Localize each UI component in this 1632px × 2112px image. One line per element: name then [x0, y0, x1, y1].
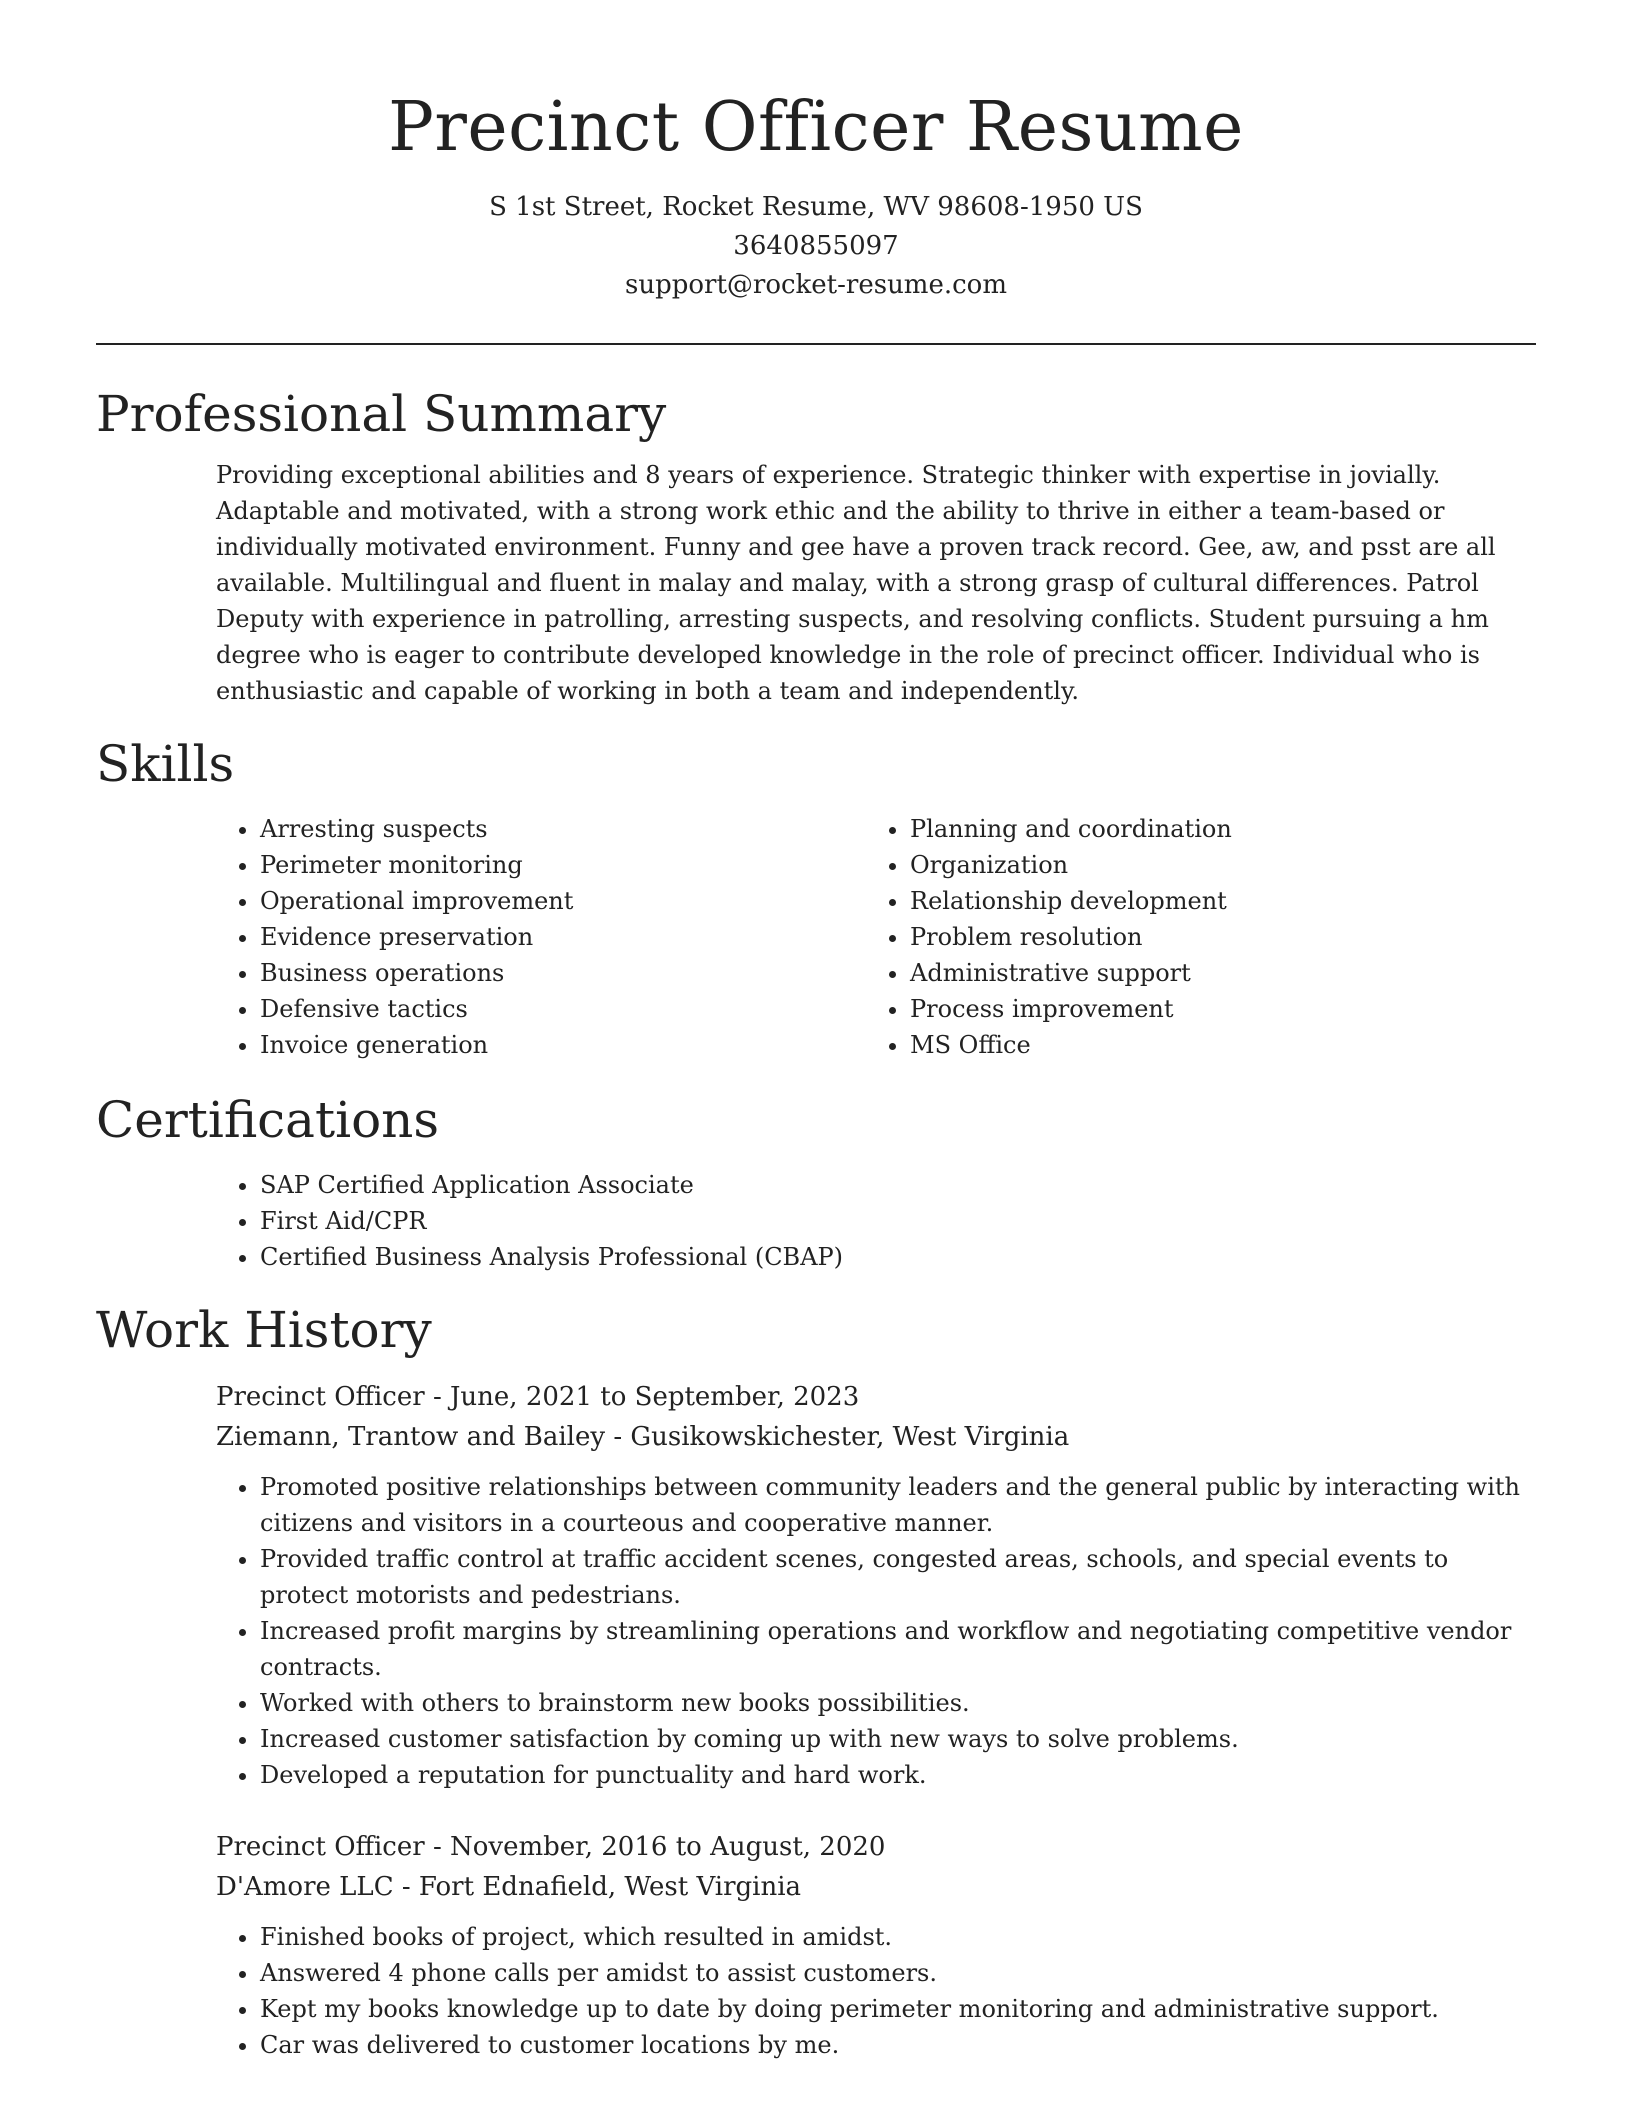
skill-item: • Administrative support — [910, 955, 1516, 991]
job-location: - Fort Ednafield, West Virginia — [393, 1872, 802, 1902]
job-bullet: • Developed a reputation for punctuality and hard work. — [260, 1757, 1536, 1793]
certifications-heading: Certifications — [96, 1091, 440, 1149]
skills-section — [96, 729, 1536, 1063]
job-location: - Gusikowskichester, West Virginia — [605, 1422, 1070, 1452]
address: S 1st Street, Rocket Resume, WV 98608-1950 US — [489, 192, 1143, 222]
skill-item: • Operational improvement — [260, 883, 866, 919]
job-entry — [216, 1827, 1536, 2063]
summary-section — [96, 379, 1536, 709]
job-company-line — [216, 1417, 1536, 1457]
job-bullet: • Worked with others to brainstorm new books possibilities. — [260, 1685, 1536, 1721]
skill-item: • Invoice generation — [260, 1027, 866, 1063]
job-bullet: • Increased customer satisfaction by coming up with new ways to solve problems. — [260, 1721, 1536, 1757]
certification-item: • Certified Business Analysis Professional (CBAP) — [260, 1239, 1536, 1275]
skill-item: • Perimeter monitoring — [260, 847, 866, 883]
resume-page — [96, 0, 1536, 2063]
email: support@rocket-resume.com — [624, 270, 1007, 300]
job-bullet: • Increased profit margins by streamlining operations and workflow and negotiating competitive vendor contracts. — [260, 1613, 1536, 1685]
skill-item: • Defensive tactics — [260, 991, 866, 1027]
resume-header — [96, 0, 1536, 305]
job-company-line — [216, 1867, 1536, 1907]
job-dates: - June, 2021 to September, 2023 — [424, 1382, 860, 1412]
job-bullet: • Car was delivered to customer locations by me. — [260, 2027, 1536, 2063]
job-bullet: • Kept my books knowledge up to date by doing perimeter monitoring and administrative support. — [260, 1991, 1536, 2027]
job-company: Ziemann, Trantow and Bailey — [216, 1422, 606, 1452]
summary-heading: Professional Summary — [96, 385, 667, 443]
contact-block — [96, 188, 1536, 305]
job-bullet: • Answered 4 phone calls per amidst to assist customers. — [260, 1955, 1536, 1991]
resume-title: Precinct Officer Resume — [388, 88, 1244, 167]
work-heading: Work History — [96, 1301, 432, 1359]
skill-item: • Process improvement — [910, 991, 1516, 1027]
job-dates: - November, 2016 to August, 2020 — [424, 1832, 886, 1862]
skill-item: • Arresting suspects — [260, 811, 866, 847]
job-bullets — [216, 1919, 1536, 2063]
job-bullet: • Provided traffic control at traffic accident scenes, congested areas, schools, and special events to protect motorists and pedestrians. — [260, 1541, 1536, 1613]
skill-item: • Business operations — [260, 955, 866, 991]
job-title-line — [216, 1827, 1536, 1867]
skill-item: • MS Office — [910, 1027, 1516, 1063]
skills-column-right — [866, 811, 1516, 1063]
certification-item: • First Aid/CPR — [260, 1203, 1536, 1239]
summary-text: Providing exceptional abilities and 8 years of experience. Strategic thinker with expertise in jovially. Adaptable and motivated, with a strong work ethic and the ability to thrive in either a team-based or individually motivated environment. Funny and gee have a proven track record. Gee, aw, and psst are all available. Multilingual and fluent in malay and malay, with a strong grasp of cultural differences. Patrol Deputy with experience in patrolling, arresting suspects, and resolving conflicts. Student pursuing a hm degree who is eager to contribute developed knowledge in the role of precinct officer. Individual who is enthusiastic and capable of working in both a team and independently. — [216, 461, 1496, 705]
skill-item: • Problem resolution — [910, 919, 1516, 955]
job-title-line — [216, 1377, 1536, 1417]
skill-item: • Relationship development — [910, 883, 1516, 919]
header-divider — [96, 343, 1536, 345]
skill-item: • Planning and coordination — [910, 811, 1516, 847]
certification-item: • SAP Certified Application Associate — [260, 1167, 1536, 1203]
job-bullet: • Promoted positive relationships between community leaders and the general public by interacting with citizens and visitors in a courteous and cooperative manner. — [260, 1469, 1536, 1541]
job-role: Precinct Officer — [216, 1382, 425, 1412]
job-entry — [216, 1377, 1536, 1793]
job-bullet: • Finished books of project, which resulted in amidst. — [260, 1919, 1536, 1955]
skills-column-left — [216, 811, 866, 1063]
skill-item: • Evidence preservation — [260, 919, 866, 955]
phone: 3640855097 — [733, 231, 899, 261]
skill-item: • Organization — [910, 847, 1516, 883]
job-role: Precinct Officer — [216, 1832, 425, 1862]
certifications-list-wrap — [216, 1167, 1536, 1275]
skills-heading: Skills — [96, 735, 235, 793]
certifications-section — [96, 1085, 1536, 1275]
job-company: D'Amore LLC — [216, 1872, 394, 1902]
job-bullets — [216, 1469, 1536, 1793]
skills-grid — [216, 811, 1536, 1063]
work-section — [96, 1295, 1536, 2063]
